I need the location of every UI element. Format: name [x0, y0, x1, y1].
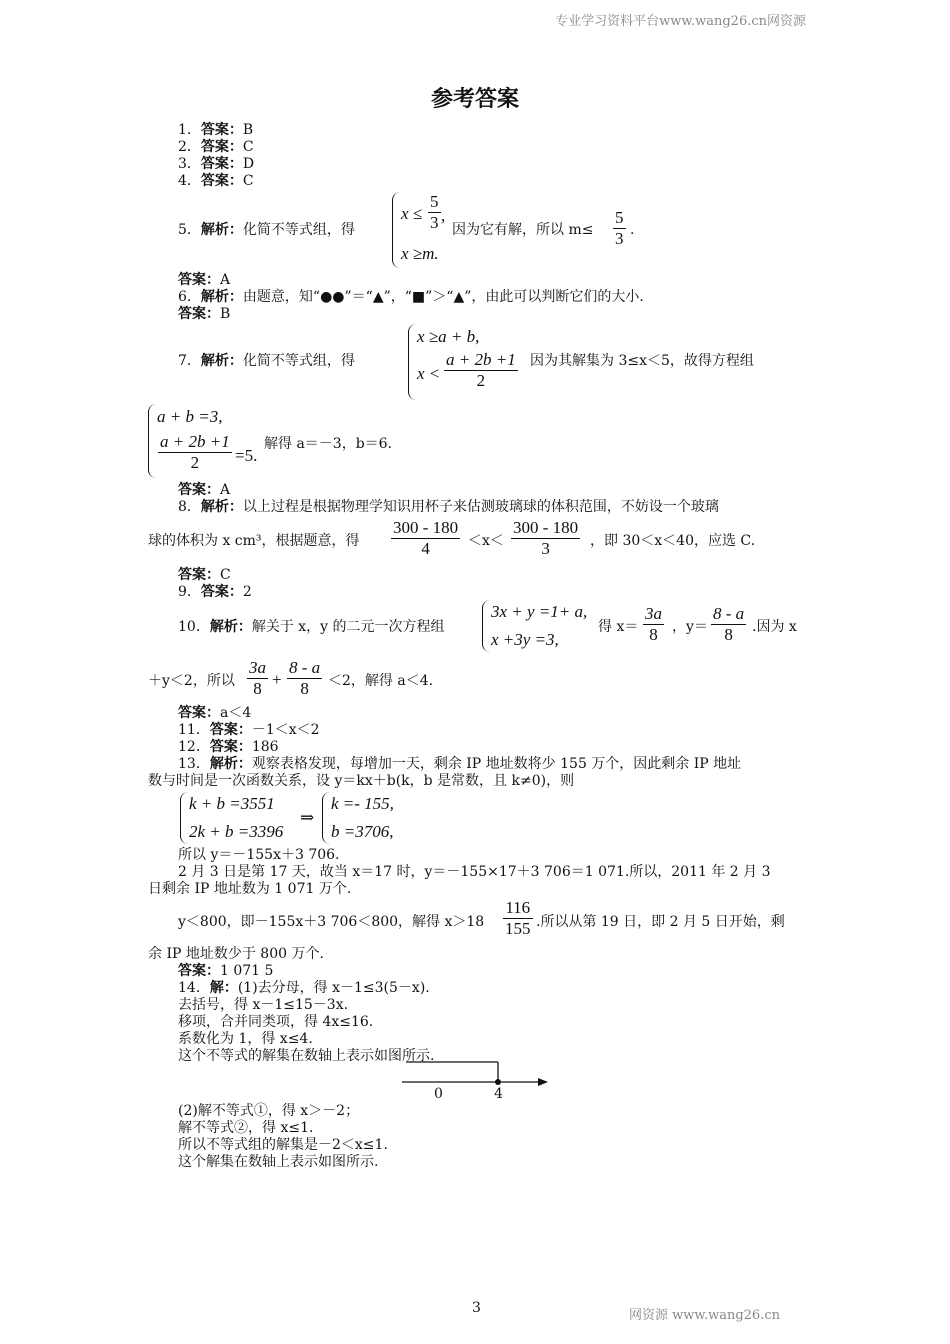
q10-fraction-y: $\frac{8 - a}{8}$: [713, 604, 745, 644]
q8-line: 8．解析：以上过程是根据物理学知识用杯子来估测玻璃球的体积范围，不妨设一个玻璃: [178, 499, 719, 515]
q7-mid: 因为其解集为 3≤x＜5，故得方程组: [530, 353, 754, 369]
q5-line: 5．解析：化简不等式组，得: [178, 222, 355, 238]
q13-mixed-fraction: $\frac{116}{155}$: [505, 898, 531, 938]
q8-fraction-1: $\frac{300 - 180}{4}$: [393, 518, 459, 558]
q7-result: 解得 a＝－3，b＝6.: [264, 436, 393, 452]
axis-label-0: 0: [434, 1086, 443, 1102]
answer-line-11: 11．答案：－1＜x＜2: [178, 722, 320, 738]
implies-arrow: ⇒: [300, 808, 315, 827]
q14-line: 14．解：(1)去分母，得 x－1≤3(5－x).: [178, 980, 430, 996]
q13-answer: 答案：1 071 5: [178, 963, 274, 979]
header-watermark: 专业学习资料平台www.wang26.cn网资源: [555, 14, 806, 29]
q7-line: 7．解析：化简不等式组，得: [178, 353, 355, 369]
q7-system: x ≥a + b, x < $\frac{a + 2b +1}{2}$: [408, 324, 529, 400]
q6-answer: 答案：B: [178, 306, 231, 322]
answer-line-1: 1．答案：B: [178, 122, 254, 138]
answer-line-2: 2．答案：C: [178, 139, 254, 155]
q7-equation-system: a + b =3, $\frac{a + 2b +1}{2}$ =5.: [148, 404, 265, 478]
q13-system-2: k =- 155, b =3706,: [322, 792, 419, 844]
answer-line-3: 3．答案：D: [178, 156, 255, 172]
closed-point-4: [495, 1079, 501, 1085]
q5-answer: 答案：A: [178, 272, 231, 288]
q5-fraction: $\frac{5}{3}$: [615, 208, 624, 248]
page-title: 参考答案: [430, 87, 519, 112]
answer-line-4: 4．答案：C: [178, 173, 254, 189]
q8-line2: 球的体积为 x cm³，根据题意，得: [148, 533, 360, 549]
number-line: [398, 1060, 558, 1104]
q10-sum-fraction-1: $\frac{3a}{8}$: [249, 658, 266, 698]
q7-answer: 答案：A: [178, 482, 231, 498]
q10-answer: 答案：a＜4: [178, 705, 252, 721]
q13-system-1: k + b =3551 2k + b =3396: [180, 792, 293, 844]
answer-line-9: 9．答案：2: [178, 584, 252, 600]
q10-line: 10．解析：解关于 x，y 的二元一次方程组: [178, 619, 445, 635]
q8-fraction-2: $\frac{300 - 180}{3}$: [513, 518, 579, 558]
footer-watermark: 网资源 www.wang26.cn: [628, 1308, 780, 1323]
page-number: 3: [472, 1300, 481, 1316]
q5-mid: 因为它有解，所以 m≤: [452, 222, 594, 238]
answer-line-12: 12．答案：186: [178, 739, 279, 755]
q8-answer: 答案：C: [178, 567, 231, 583]
number-line-arrow: [538, 1078, 548, 1086]
q13-line: 13．解析：观察表格发现，每增加一天，剩余 IP 地址数将少 155 万个，因此剩余 IP 地址: [178, 756, 742, 772]
q5-system: x ≤ $\frac{5}{3}$ , x ≥m.: [392, 192, 453, 268]
axis-label-4: 4: [494, 1086, 503, 1102]
q10-system: 3x + y =1+ a, x +3y =3,: [482, 600, 595, 652]
q10-fraction-x: $\frac{3a}{8}$: [645, 604, 662, 644]
q6-line: 6．解析：由题意，知“●●”＝“▲”，“■”＞“▲”，由此可以判断它们的大小.: [178, 289, 644, 305]
q10-sum-fraction-2: $\frac{8 - a}{8}$: [289, 658, 321, 698]
